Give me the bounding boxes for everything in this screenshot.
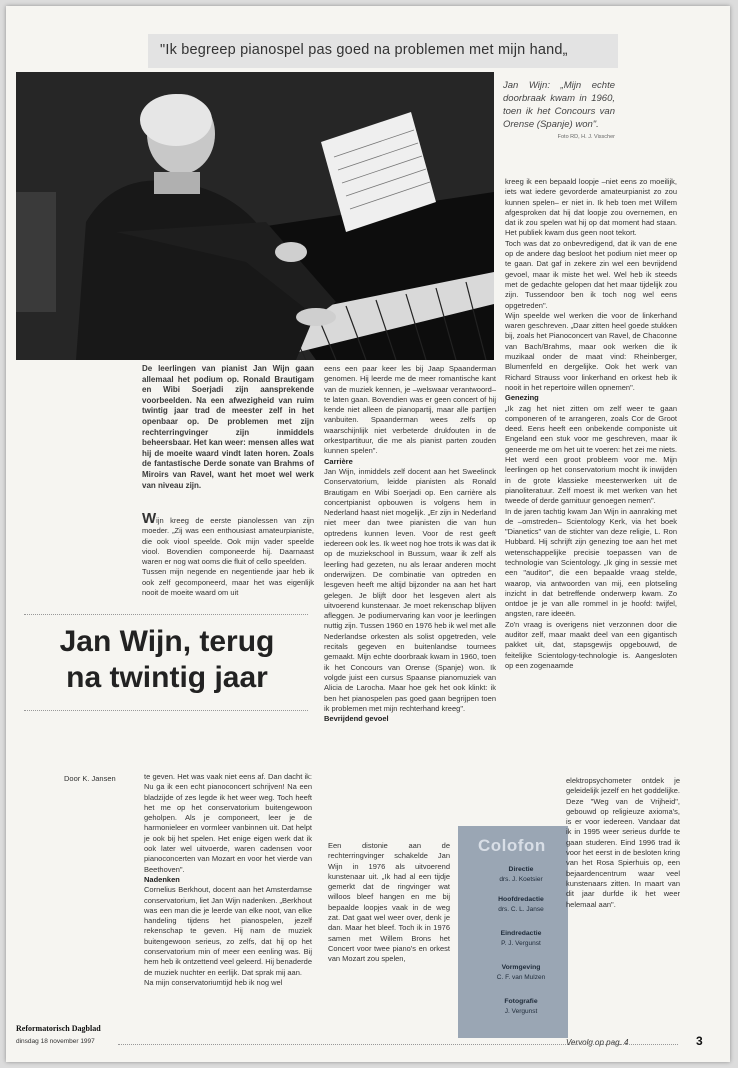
col3-paragraph-4: „Ik zag het niet zitten om zelf weer te gaan componeren of te arrangeren, zoals Cor de Groot deed. Eens heeft een onbekende componiste uit Engeland een stuk voor me geschreven, maar ik geneerde me om het uit te voeren: het zei me niets. Het werd een groot probleem voor me. Mijn leerlingen op het conservatorium mocht ik inwijden in de grote klassieke meesterwerken uit de pianoliteratuur. Zelf moest ik met werken van het tweede of derde garnituur genoegen nemen". [505,403,677,506]
column-1-bottom [144,772,312,988]
col3-paragraph-6: Zo'n vraag is overigens niet verzonnen door die auditor zelf, maar maakt deel van een gigantisch pakket uit, dat, stapsgewijs opgebouwd, de feitelijke Scientology-technologie is. Aangesloten op een zogenaamde [505,619,677,670]
pianist-photo [16,72,494,360]
col3b-paragraph-1: elektropsychometer ontdek je geleidelijk jezelf en het goddelijke. Deze "Weg van de Vrijheid", gebouwd op religieuze axioma's, is er voor iedereen. Vandaar dat ik in 1995 weer serieus durfde te gaan studeren. Eind 1996 trad ik voor het eerst in de besloten kring van het Rosa Spierhuis op, een bejaardencentrum waar veel kunstenaars zitten. In maart van dit jaar durfde ik het weer helemaal aan". [566,776,680,909]
masthead: Reformatorisch Dagblad [16,1024,101,1033]
subheading-bevrijdend-gevoel: Bevrijdend gevoel [324,714,389,724]
col1b-paragraph-2: Cornelius Berkhout, docent aan het Amsterdamse conservatorium, liet Jan Wijn nadenken. „Berkhout was een man die je leerde van elke noot, van elke handeling tijdens het pianospelen, jezelf rekenschap te geven. Hij nam de muziek buitengewoon serieus, zo zelfs, dat hij op het conservatorium min of meer een eenling was. Bij hem heb ik ontzettend veel geleerd. Hij benaderde de muziek nuchter en eerlijk. Dat sprak mij aan. [144,885,312,977]
col1b-paragraph-1: te geven. Het was vaak niet eens af. Dan dacht ik: Nu ga ik een echt pianoconcert schrijven! Na een bladzijde of zes legde ik het weer weg. Toch heeft het me op het conservatorium buitengewoon geholpen. Als je componeert, leer je de harmonieleer en vormleer vanbinnen uit. Dat helpt je ook bij het spelen. Het enige eigen werk dat ik ook later wel uitvoerde, waren cadensen voor pianoconcerten van Mozart en voor het vierde van Beethoven". [144,772,312,874]
column-2-bottom [328,841,450,965]
column-1-top [142,510,314,598]
pull-quote: "Ik begreep pianospel pas goed na problemen met mijn hand„ [160,42,568,58]
lead-text: De leerlingen van pianist Jan Wijn gaan allemaal het podium op. Ronald Brautigam en Wibi Soerjadi zijn aansprekende voorbeelden. Na een afwezigheid van ruim twintig jaar trad de meester zelf in het openbaar op. De problemen met zijn rechterringvinger zijn inmiddels beheersbaar. Het kan weer: mensen alles wat hij de moeite waard vindt laten horen. Zoals de fantastische Derde sonate van Brahms of Miroirs van Ravel, want het moet wel werk van niveau zijn. [142,364,314,490]
column-3 [505,177,677,671]
column-2-top [324,364,496,724]
colofon-value-vormgeving: C. F. van Mulzen [496,974,546,981]
byline: Door K. Jansen [64,774,116,783]
headline-rule-bottom [24,710,308,711]
continued-link[interactable]: Vervolg op pag. 4 [566,1038,629,1047]
col2-paragraph-3: Een distonie aan de rechterringvinger schakelde Jan Wijn in 1976 als uitvoerend kunstenaar uit. „Ik had al een tijdje gemerkt dat de ringvinger wat willoos bleef hangen en me bij bepaalde loopjes vaak in de weg zat. Dat gaat wel weer over, denk je dan. Maar het bleef. Toch ik in 1976 samen met Willem Brons het Concert voor twee piano's en orkest van Mozart zou spelen, [328,841,450,964]
col1-paragraph-2: Tussen mijn negende en negentiende jaar heb ik ook zelf gecomponeerd, maar het was eigenlijk nooit de moeite waard om uit [142,567,314,598]
subheading-genezing: Genezing [505,393,539,403]
colofon-value-fotografie: J. Vergunst [504,1008,538,1015]
photo-caption [503,79,615,141]
col2-paragraph-2: Jan Wijn, inmiddels zelf docent aan het Sweelinck Conservatorium, leidde pianisten als Ronald Brautigam en Wibi Soerjadi op. Een carrière als concertpianist opbouwen is volgens hem in Nederland haast niet mogelijk. „Er zijn in Nederland niet meer dan twee pianisten die van hun optredens kunnen leven. Voor de rest geeft iedereen ook les. Ik weet nog hoe trots ik was dat ik op de muziekschool in Bussum, waar ik zelf als leerling had gezeten, nu als leraar anderen mocht onderwijzen. De combinatie van optreden en lesgeven heeft me altijd bijzonder na aan het hart gelegen. Je blijft door het lesgeven alert als uitvoerend kunstenaar. Je moet rekenschap blijven afleggen. Je podiumervaring kan voor je leerlingen nuttig zijn. Tussen 1960 en 1976 heb ik wel met alle Nederlandse orkesten als solist opgetreden, vele recitals gegeven en buitenlandse tournees gemaakt. Mijn echte doorbraak kwam in 1960, toen ik het Concours van Orense (Spanje) won. Ik volgde juist een cursus Spaanse pianomuziek van Alicia de Larocha. Maar hoe gek het ook klinkt: ik ben het pianospelen pas goed gaan begrijpen toen ik problemen met mijn rechterhand kreeg". [324,466,496,713]
headline-rule-top [24,614,308,615]
quote-banner [148,34,618,68]
col3-paragraph-1: kreeg ik een bepaald loopje –niet eens zo moeilijk, iets wat iedere gevorderde amateurpianist zo zou kunnen spelen– er niet in. Ik heb toen met Willem afgesproken dat hij dat loopje zou overnemen, en dat ik zou spelen wat hij op dat moment had staan. Het publiek kwam dus geen noot tekort. [505,177,677,238]
colofon-label-fotografie: Fotografie [504,998,538,1005]
issue-date: dinsdag 18 november 1997 [16,1038,95,1045]
colofon-title: Colofon [478,836,546,855]
pianist-illustration [16,72,494,360]
colofon-box [458,826,568,1038]
colofon-value-directie: drs. J. Koetsier [499,876,543,883]
photo-credit: Foto RD, H. J. Visscher [557,134,615,140]
colofon-label-directie: Directie [508,866,534,873]
subheading-nadenken: Nadenken [144,874,180,884]
caption-text: Jan Wijn: „Mijn echte doorbraak kwam in 1960, toen ik het Concours van Orense (Spanje) won". [503,80,615,130]
colofon-label-eindredactie: Eindredactie [500,930,542,937]
col1-paragraph-1: ijn kreeg de eerste pianolessen van zijn moeder. „Zij was een enthousiast amateurpianiste, die ook viool speelde. Ook mijn vader speelde viool. Bovendien componeerde hij. Daarnaast waren er nog wat ooms die fluit of cello speelden. [142,516,314,567]
colofon-label-vormgeving: Vormgeving [501,964,541,971]
col3-paragraph-2: Toch was dat zo onbevredigend, dat ik van de ene op de andere dag besloot het podium niet meer op te gaan. Dat gaf in zekere zin wel een bevrijdend gevoel, maar ik miste het wel. Wel heb ik steeds met de gedachte gelopen dat het maar tijdelijk zou zijn. Tussendoor ben ik toch nog wel eens opgetreden". [505,238,677,310]
colofon-value-hoofdredactie: drs. C. L. Janse [498,906,544,913]
col1b-paragraph-3: Na mijn conservatoriumtijd heb ik nog wel [144,977,283,987]
subheading-carriere: Carrière [324,456,353,466]
colofon-label-hoofdredactie: Hoofdredactie [498,896,544,903]
colofon-value-eindredactie: P. J. Vergunst [501,940,541,947]
col3-paragraph-5: In de jaren tachtig kwam Jan Wijn in aanraking met de –omstreden– Scientology Kerk, via het boek "Dianetics" van de stichter van deze religie, L. Ron Hubbard. Hij schrijft zijn genezing toe aan het met wetenschappelijke precisie toepassen van de technologie van Scientology. „Ik ging in sessie met een "auditor", die een bepaalde vraag stelde, waarop, via antwoorden van mij, een plotseling inzicht in dat betreffende onderwerp kwam. Zo ontdoe je je van alle rommel in je hoofd: twijfel, angsten, rare ideeën. [505,506,677,619]
headline-line-2: na twintig jaar [66,661,268,694]
page-number: 3 [696,1034,703,1048]
col2-paragraph-1: eens een paar keer les bij Jaap Spaanderman genomen. Hij leerde me de meer romantische kant van de muziek kennen, je –welswaar verantwoord– te laten gaan. Bovendien was er geen concert of hij kende niet alleen de pianopartij, maar alle partijen vanbuiten. Spaanderman wees zelfs op waarschijnlijk niet verbeterde drukfouten in de orkestpartituur, die me als pianist parten zouden kunnen spelen". [324,364,496,456]
article-headline [26,624,308,696]
drop-cap: W [142,510,157,527]
lead-paragraph [142,364,314,491]
newspaper-page [6,6,730,1062]
column-3-bottom [566,776,680,910]
footer-rule [118,1044,678,1045]
col3-paragraph-3: Wijn speelde wel werken die voor de linkerhand waren geschreven. „Daar zitten heel goede stukken bij, zoals het Pianoconcert van Ravel, de Chaconne van Bach/Brahms, maar ook werken die ik muzikaal onder de maat vind: Rheinberger, Blumenfeld en dergelijke. Ook het werk van Richard Strauss voor linkerhand en orkest heb ik nooit in het repertoire willen opnemen". [505,310,677,392]
headline-line-1: Jan Wijn, terug [59,625,275,658]
